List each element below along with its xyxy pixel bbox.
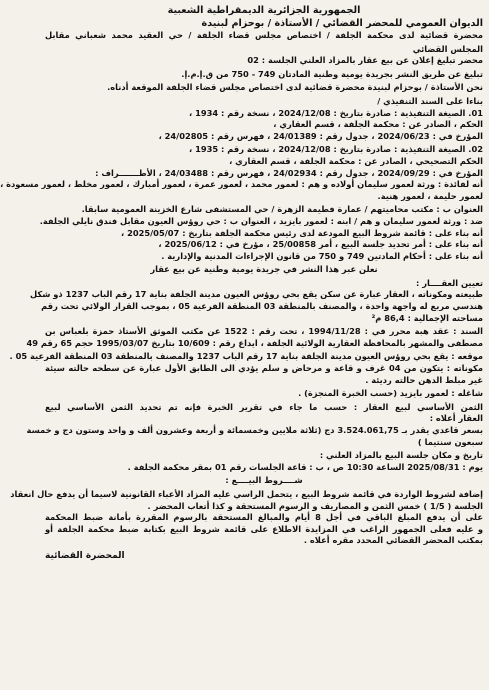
text-line: تبليغ عن طريق النشر بجريدة يومية وطنية المادتان 749 - 750 من ق.إ.م.إ. [181,68,483,79]
text-line: محضر تبليغ إعلان عن بيع عقار بالمزاد العلني الجلسة : 02 [247,55,483,66]
text-line: بسعر قاعدي يقدر بـ 3.524.061,75 دج (ثلاثة ملايين وخمسمائة و أربعة وعشرون ألف و واحد وستون دج و خمسة [26,425,483,435]
text-line: أنه بناء على : أحكام المادتين 749 و 750 من قانون الإجراءات المدنية والإدارية . [161,250,483,261]
text-line: على أن يدفع المبلغ الباقي في أجل 8 أيام والمبالغ المستحقة بالرسوم المقررة بأمانة ضبط المحكمة [45,512,483,523]
text-line: المؤرخ في : 2024/09/29 ، جدول رقم : 24/02934 ، فهرس رقم : 24/03488 ، الأطـــــــراف : [95,167,483,178]
text-line: الجمهورية الجزائرية الديمقراطية الشعبية [167,5,361,16]
text-line: الثمن الأساسي لبيع العقار : حسب ما جاء في تقرير الخبرة فإنه تم تحديد الثمن الأساسي لبيع [45,401,483,412]
text-line: العقار أعلاه : [429,413,483,424]
text-line: محضرة قضائية لدى محكمة الجلفة / اختصاص مجلس قضاء الجلفة / حي العقيد محمد شعباني مقابل [45,30,483,40]
text-line: شاغله : لعمور بايزيد (حسب الخبرة المنجزة) . [298,388,483,399]
text-line: المجلس القضائي [412,43,483,54]
text-line: الحكم ، الصادر عن : محكمة الجلفة ، قسم العقاري ، [273,119,483,130]
text-line: الحكم التصحيحي ، الصادر عن : محكمة الجلفة ، قسم العقاري ، [229,155,483,166]
text-line: موقعه : يقع بحي روؤس العيون مدينة الجلفة بناية 17 رقم الباب 1237 والمصنف بالمنطقة 03 المنطقة الفرعية 05 . [9,351,483,362]
text-line: طبيعته ومكوناته ، العقار عبارة عن سكن يقع بحي روؤس العيون مدينة الجلفة بناية 17 رقم الباب 1237 ذو شكل [30,289,483,300]
text-line: شــــروط البيــــع : [225,475,303,486]
text-line: المحضرة القضائية [45,550,125,561]
text-line: 01. الصيغة التنفيذية : صادرة بتاريخ : 2024/12/08 ، نسخة رقم : 1934 ، [189,107,483,118]
text-line: أنه بناء على : قائمة شروط البيع المودعة لدى رئيس محكمة الجلفة بتاريخ : 2025/05/07 ، [121,227,483,238]
text-line: لعمور حليمة ، لعمور هنية. [377,190,483,201]
text-line: نعلن عبر هذا النشر في جريدة يومية وطنية عن بيع عقار [150,264,378,275]
text-line: ضد : ورثة لعمور سليمان و هم / ابنه : لعمور بايزيد ، العنوان ب : حي روؤس العيون مقابل فندق نايلي الجلفة. [39,215,483,226]
text-line: مكوناته : يتكون من 04 غرف و قاعة و مرحاض و سلم يؤدي الى الطابق الأول عبارة عن سطحه حالته سيئة [45,363,483,374]
text-line: 02. الصيغة التنفيذية : صادرة بتاريخ : 2024/12/08 ، نسخة رقم : 1935 ، [189,144,483,155]
text-line: غير مبلط الدهن حالته رديئة . [365,374,483,385]
text-line: سبعون سنتيما ) [417,436,483,447]
text-line: الجلسة ( 1/5 ) خمس الثمن و المصاريف و الرسوم المستحقة و كذا أتعاب المحضر . [147,500,483,511]
text-line: المؤرخ في : 2024/06/23 ، جدول رقم : 24/01389 ، فهرس رقم : 24/02805 ، [158,130,483,141]
line-gap [45,547,483,549]
text-line: تاريخ و مكان جلسة البيع بالمزاد العلني : [319,450,483,461]
text-line: أنه لفائدة : ورثة لعمور سليمان أولاده و هم : لعمور محمد ، لعمور عمرة ، لعمور أمبارك ، لعمور مخلط ، لعمور مسعودة ، [0,179,483,190]
text-line: يوم : 2025/08/31 الساعة 10:30 ص ، ب : قاعة الجلسات رقم 01 بمقر محكمة الجلفة . [127,461,483,472]
text-line: و عليه فعلى الجمهور الراغب في المزايدة الاطلاع على قائمة شروط البيع بكتابة ضبط محكمة الجلفة أو [45,523,483,534]
text-line: نحن الأستاذة / بوحزام لبنيدة محضرة قضائية لدى اختصاص مجلس قضاء الجلفة الموقعة أدناه. [107,82,483,93]
text-line: تعيين العقــــار : [416,277,483,288]
text-line: مساحته الإجمالية : 86,4 م² [371,312,483,323]
text-line: هندسي مربع له واجهة واحدة ، والمصنف بالمنطقة 03 المنطقة الفرعية 05 ، بموجب القرار الولائي تحت رقم [41,301,483,312]
text-line: أنه بناء على : أمر تحديد جلسة البيع ، أمر 25/00858 ، مؤرخ في : 2025/06/12 ، [158,239,483,250]
text-line: إضافة لشروط الواردة في قائمة شروط البيع ، يتحمل الراسي عليه المزاد الأعباء القانونية لاسيما أن يدفع حال انعقاد [10,488,483,499]
text-line: السند : عقد هبة محرر في : 1994/11/28 ، تحت رقم : 1522 عن مكتب الموثق الأستاذ حمزة بلعباس بن [45,326,483,337]
text-line: الديوان العمومي للمحضر القضائي / الأستاذة / بوحزام لبنيدة [201,18,483,29]
text-line: مصطفى والمشهر بالمحافظة العقارية الولائية الجلفة ، ايداع رقم : 10/609 بتاريخ 1995/03/07 حجم 65 رقم 49 [26,337,483,348]
text-line: العنوان ب : مكتب محاميتهم / عمارة فطيمة الزهرة / حي المستشفى شارع الخزينة العمومية سابقا. [81,204,483,215]
text-line: بناءا على السند التنفيذي / [377,95,483,106]
text-line: بمكتب المحضر القضائي المحدد مقره أعلاه . [303,535,483,546]
